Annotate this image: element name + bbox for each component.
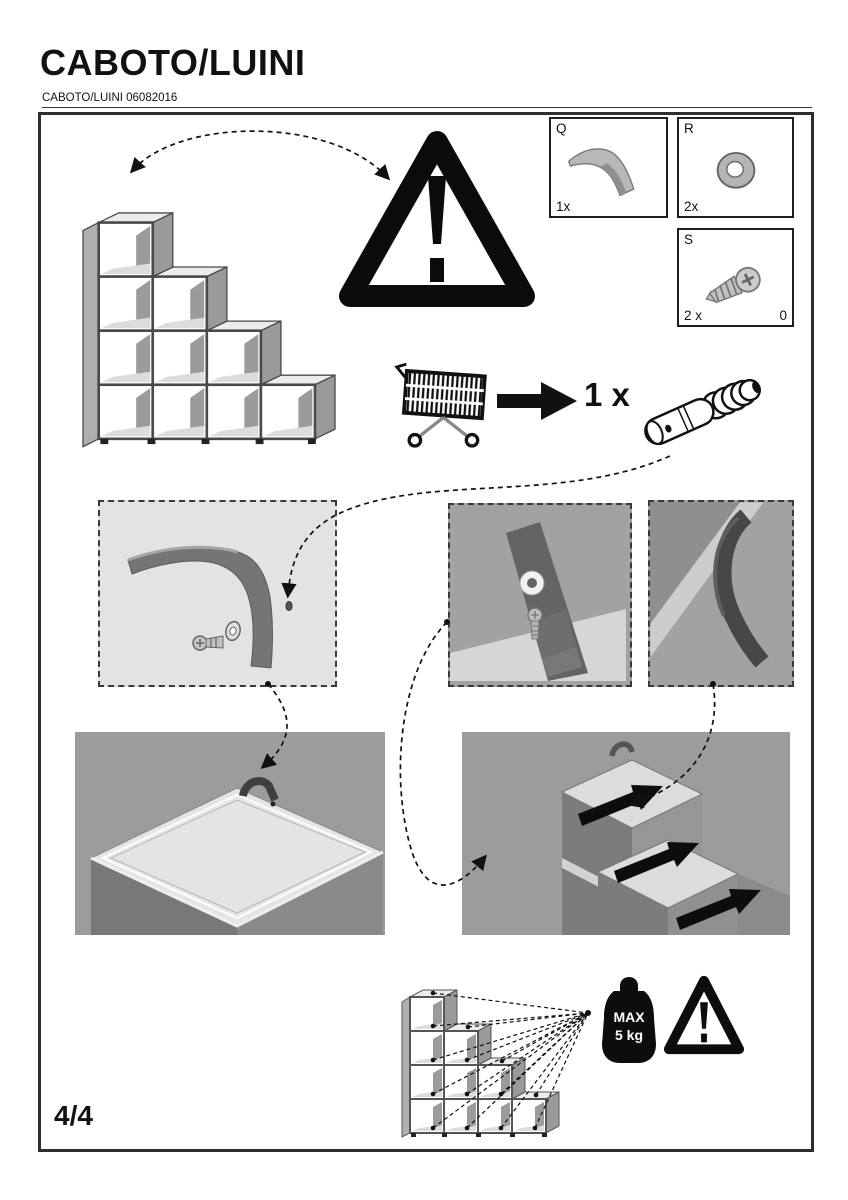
max-weight-line1: MAX <box>613 1009 645 1025</box>
part-s-corner-mark: 0 <box>779 308 787 323</box>
part-r-qty: 2x <box>684 199 699 214</box>
part-r-label: R <box>684 121 694 136</box>
small-warning-triangle-icon <box>660 968 748 1062</box>
part-q-qty: 1x <box>556 199 571 214</box>
part-q-label: Q <box>556 121 567 136</box>
detail-strap-edge <box>648 500 794 687</box>
stacked-cubes-illustration <box>462 732 790 935</box>
part-s-qty: 2 x <box>684 308 703 323</box>
detail-strap-corner <box>98 500 337 687</box>
page-title: CABOTO/LUINI <box>40 42 306 83</box>
parts-box-s <box>677 228 794 327</box>
max-weight-line2: 5 kg <box>614 1027 644 1043</box>
step-attach-strap <box>75 732 385 935</box>
parts-box-q <box>549 117 668 218</box>
strap-edge-illustration <box>650 502 788 681</box>
parts-box-r <box>677 117 794 218</box>
detail-strap-screwed <box>448 503 632 687</box>
page-number: 4/4 <box>54 1100 93 1131</box>
purchase-qty: 1 x <box>584 376 630 413</box>
page-subtitle: CABOTO/LUINI 06082016 <box>42 92 812 108</box>
cube-top-illustration <box>75 732 385 935</box>
max-weight-icon <box>600 970 658 1064</box>
step-position-units <box>462 732 790 935</box>
overload-shelf-illustration <box>398 963 568 1143</box>
wall-plug-icon <box>634 360 769 460</box>
staircase-shelf-illustration <box>76 170 342 460</box>
strap-icon <box>561 137 657 203</box>
part-s-label: S <box>684 232 694 247</box>
screw-icon <box>692 247 780 313</box>
purchase-arrow-icon <box>497 382 579 422</box>
shopping-cart-icon <box>392 362 492 450</box>
washer-icon <box>707 141 765 199</box>
strap-screwed-illustration <box>450 505 626 681</box>
warning-triangle-icon <box>330 124 545 319</box>
strap-corner-illustration <box>100 502 331 681</box>
